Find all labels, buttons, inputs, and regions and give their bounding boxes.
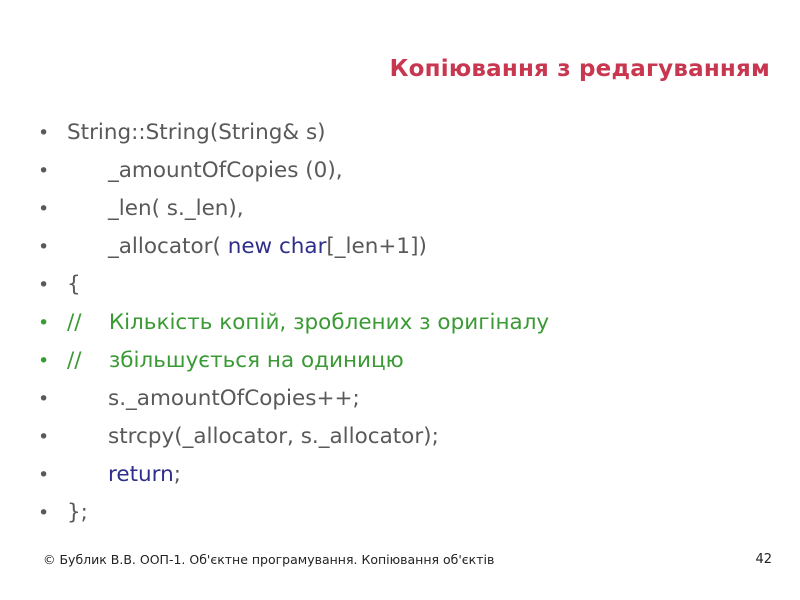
code-text: _allocator( — [67, 234, 228, 259]
code-line — [38, 494, 778, 532]
code-line — [38, 152, 778, 190]
bullet-icon: • — [38, 350, 50, 372]
code-text: [_len+1]) — [326, 234, 427, 259]
bullet-icon: • — [38, 426, 50, 448]
bullet-icon: • — [38, 388, 50, 410]
bullet-icon: • — [38, 274, 50, 296]
code-text: { — [67, 272, 81, 297]
code-line — [38, 456, 778, 494]
code-text: s._amountOfCopies++; — [67, 386, 360, 411]
code-keyword: return — [108, 462, 174, 487]
code-text: String::String(String& s) — [67, 120, 326, 145]
code-comment: // Кількість копій, зроблених з оригіналу — [67, 310, 550, 335]
page-number: 42 — [755, 552, 772, 567]
comment-line — [38, 342, 778, 380]
code-bullet-list — [38, 114, 778, 532]
code-line — [38, 380, 778, 418]
bullet-icon: • — [38, 160, 50, 182]
code-line — [38, 266, 778, 304]
comment-line — [38, 304, 778, 342]
code-text: ; — [173, 462, 182, 487]
code-line — [38, 190, 778, 228]
slide-title: Копіювання з редагуванням — [389, 56, 770, 82]
bullet-icon: • — [38, 312, 50, 334]
code-keyword: new char — [227, 234, 327, 259]
bullet-icon: • — [38, 464, 50, 486]
bullet-icon: • — [38, 198, 50, 220]
footer-copyright: © Бублик В.В. ООП-1. Об'єктне програмування. Копіювання об'єктів — [43, 552, 495, 567]
bullet-icon: • — [38, 502, 50, 524]
code-line — [38, 418, 778, 456]
code-line — [38, 228, 778, 266]
code-text: _len( s._len), — [67, 196, 244, 221]
code-text: }; — [67, 500, 88, 525]
code-text — [67, 462, 108, 487]
bullet-icon: • — [38, 122, 50, 144]
code-text: strcpy(_allocator, s._allocator); — [67, 424, 439, 449]
bullet-icon: • — [38, 236, 50, 258]
code-line — [38, 114, 778, 152]
code-text: _amountOfCopies (0), — [67, 158, 343, 183]
code-comment: // збільшується на одиницю — [67, 348, 404, 373]
